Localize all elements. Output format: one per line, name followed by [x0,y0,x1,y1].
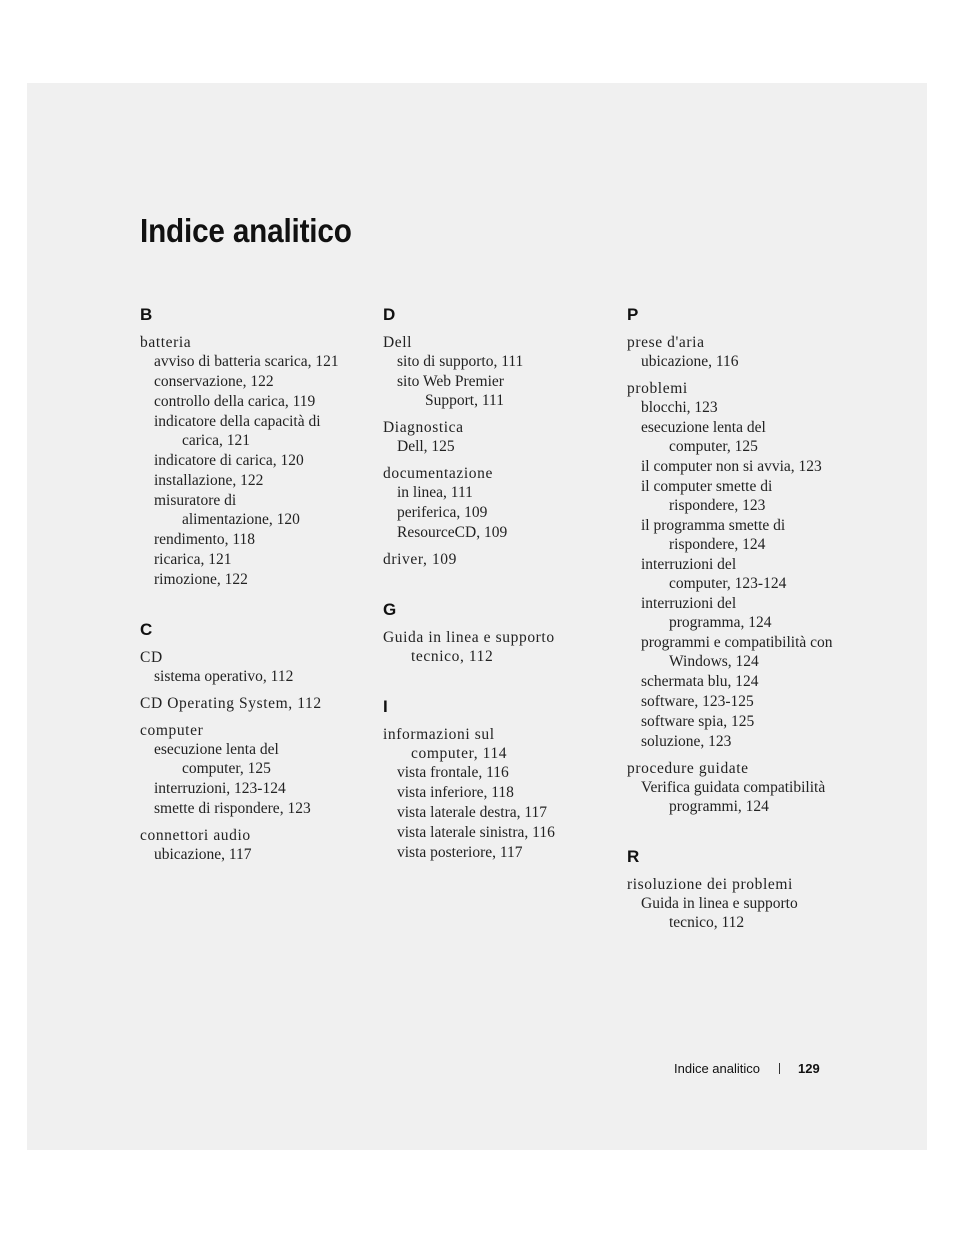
index-subentry-text: esecuzione lenta del [641,419,766,436]
index-column-3 [627,305,857,932]
index-subentry-text: indicatore di carica, 120 [154,452,304,469]
index-subentry-text: periferica, 109 [397,504,488,521]
index-letter-heading: C [140,620,153,639]
index-subentry-text: indicatore della capacità di [154,413,321,430]
index-subentry [383,352,613,371]
index-subentry [627,732,857,751]
index-subentry-text: vista laterale destra, 117 [397,804,548,821]
index-subentry [383,823,613,842]
index-term [383,464,613,483]
index-subentry-text: installazione, 122 [154,472,264,489]
index-subentry [627,555,857,593]
index-entry [140,333,370,589]
index-letter-group [383,628,613,666]
index-entry [140,648,370,686]
index-term [627,875,857,894]
index-subentry-text: smette di rispondere, 123 [154,800,311,817]
footer-section-title: Indice analitico [674,1061,760,1076]
index-entry [627,875,857,932]
index-subentry-continuation: rispondere, 123 [669,497,766,514]
index-subentry [383,523,613,542]
index-term [383,418,613,437]
index-subentry [383,372,613,410]
index-subentry [627,398,857,417]
index-subentry [383,843,613,862]
index-subentry [140,667,370,686]
index-subentry-text: schermata blu, 124 [641,673,759,690]
index-letter-heading: G [383,600,397,619]
index-subentry [140,451,370,470]
index-subentry [627,594,857,632]
index-term [627,379,857,398]
index-subentry [383,483,613,502]
index-subentry-continuation: computer, 125 [182,760,271,777]
index-subentry-text: vista laterale sinistra, 116 [397,824,555,841]
index-subentry-text: rimozione, 122 [154,571,248,588]
index-subentry-continuation: computer, 123-124 [669,575,787,592]
index-column-2 [383,305,613,862]
index-term-text: batteria [140,334,192,351]
page-footer [674,1061,820,1076]
index-subentry [627,894,857,932]
index-letter-group [383,725,613,862]
index-term [140,694,370,713]
index-term [383,725,613,763]
index-subentry [627,712,857,731]
index-entry [140,721,370,818]
index-subentry [140,550,370,569]
index-subentry-text: soluzione, 123 [641,733,732,750]
index-subentry-text: ResourceCD, 109 [397,524,508,541]
index-letter-group [140,333,370,589]
index-subentry-text: software spia, 125 [641,713,755,730]
index-subentry-text: ubicazione, 116 [641,353,739,370]
page-title: Indice analitico [140,212,352,249]
index-subentry-text: interruzioni, 123-124 [154,780,286,797]
index-term [140,333,370,352]
index-term-text: connettori audio [140,827,251,844]
index-entry [627,759,857,816]
index-term-text: CD Operating System, 112 [140,695,322,712]
index-entry [383,725,613,862]
index-term-text: informazioni sul [383,726,495,743]
index-term-text: problemi [627,380,688,397]
index-subentry-continuation: Support, 111 [425,392,504,409]
index-term [383,550,613,569]
index-subentry-text: misuratore di [154,492,237,509]
index-entry [383,418,613,456]
index-subentry [140,845,370,864]
index-term-continuation: computer, 114 [411,745,508,762]
index-subentry-continuation: Windows, 124 [669,653,759,670]
index-entry [627,333,857,371]
index-subentry [627,672,857,691]
index-subentry [627,516,857,554]
index-entry [140,826,370,864]
index-subentry [140,799,370,818]
index-term [140,721,370,740]
index-subentry [627,457,857,476]
index-term-text: Guida in linea e supporto [383,629,555,646]
index-subentry-text: il computer smette di [641,478,773,495]
index-subentry [140,740,370,778]
index-term [383,333,613,352]
index-subentry-continuation: alimentazione, 120 [182,511,300,528]
index-subentry-text: il programma smette di [641,517,786,534]
index-subentry-text: il computer non si avvia, 123 [641,458,822,475]
index-term-text: risoluzione dei problemi [627,876,793,893]
index-subentry [140,471,370,490]
index-subentry-text: software, 123-125 [641,693,754,710]
index-subentry [627,418,857,456]
index-letter-group [140,648,370,864]
index-subentry [627,477,857,515]
index-letter-heading: D [383,305,396,324]
index-letter-heading: B [140,305,153,324]
index-subentry-text: vista posteriore, 117 [397,844,523,861]
index-subentry-text: Verifica guidata compatibilità [641,779,826,796]
index-subentry-text: sistema operativo, 112 [154,668,294,685]
index-letter-heading: R [627,847,640,866]
index-subentry [140,491,370,529]
index-subentry-text: vista frontale, 116 [397,764,509,781]
index-entry [383,628,613,666]
index-subentry [383,503,613,522]
index-term [383,628,613,666]
index-entry [627,379,857,751]
index-entry [383,550,613,569]
index-subentry [627,633,857,671]
index-subentry-text: ricarica, 121 [154,551,232,568]
index-subentry [627,352,857,371]
index-letter-heading: I [383,697,388,716]
index-term-text: prese d'aria [627,334,705,351]
index-subentry-text: controllo della carica, 119 [154,393,316,410]
index-subentry [383,783,613,802]
index-term-text: driver, 109 [383,551,457,568]
index-subentry-continuation: programma, 124 [669,614,772,631]
index-subentry-continuation: computer, 125 [669,438,758,455]
index-subentry-text: avviso di batteria scarica, 121 [154,353,339,370]
index-letter-group [627,875,857,932]
index-term [140,648,370,667]
index-subentry-text: esecuzione lenta del [154,741,279,758]
index-entry [383,464,613,542]
index-subentry-continuation: tecnico, 112 [669,914,745,931]
index-subentry [383,437,613,456]
index-term-text: computer [140,722,204,739]
index-term-text: Dell [383,334,413,351]
index-subentry [383,803,613,822]
index-subentry-text: Dell, 125 [397,438,455,455]
index-subentry-text: blocchi, 123 [641,399,718,416]
index-letter-heading: P [627,305,639,324]
index-subentry-continuation: carica, 121 [182,432,250,449]
index-term-text: CD [140,649,163,666]
index-letter-group [383,333,613,569]
index-subentry-text: in linea, 111 [397,484,473,501]
index-entry [140,694,370,713]
index-subentry [383,763,613,782]
index-subentry-text: vista inferiore, 118 [397,784,514,801]
index-entry [383,333,613,410]
index-subentry [140,530,370,549]
index-term [627,333,857,352]
index-term-text: procedure guidate [627,760,749,777]
index-subentry [140,779,370,798]
index-subentry-text: conservazione, 122 [154,373,274,390]
index-subentry-continuation: programmi, 124 [669,798,769,815]
index-subentry [140,392,370,411]
index-column-1 [140,305,370,864]
index-subentry [627,778,857,816]
index-term [140,826,370,845]
index-subentry [140,570,370,589]
index-subentry-continuation: rispondere, 124 [669,536,766,553]
index-subentry-text: Guida in linea e supporto [641,895,798,912]
index-term-continuation: tecnico, 112 [411,648,494,665]
index-subentry [140,372,370,391]
index-subentry-text: sito Web Premier [397,373,504,390]
index-subentry-text: rendimento, 118 [154,531,256,548]
footer-divider [779,1063,780,1074]
page-number: 129 [798,1061,820,1076]
index-subentry-text: programmi e compatibilità con [641,634,833,651]
index-subentry [140,352,370,371]
index-subentry [140,412,370,450]
index-subentry-text: sito di supporto, 111 [397,353,524,370]
index-term-text: documentazione [383,465,493,482]
index-term [627,759,857,778]
index-subentry-text: ubicazione, 117 [154,846,252,863]
index-subentry-text: interruzioni del [641,556,737,573]
index-letter-group [627,333,857,816]
index-term-text: Diagnostica [383,419,464,436]
index-subentry [627,692,857,711]
index-subentry-text: interruzioni del [641,595,737,612]
